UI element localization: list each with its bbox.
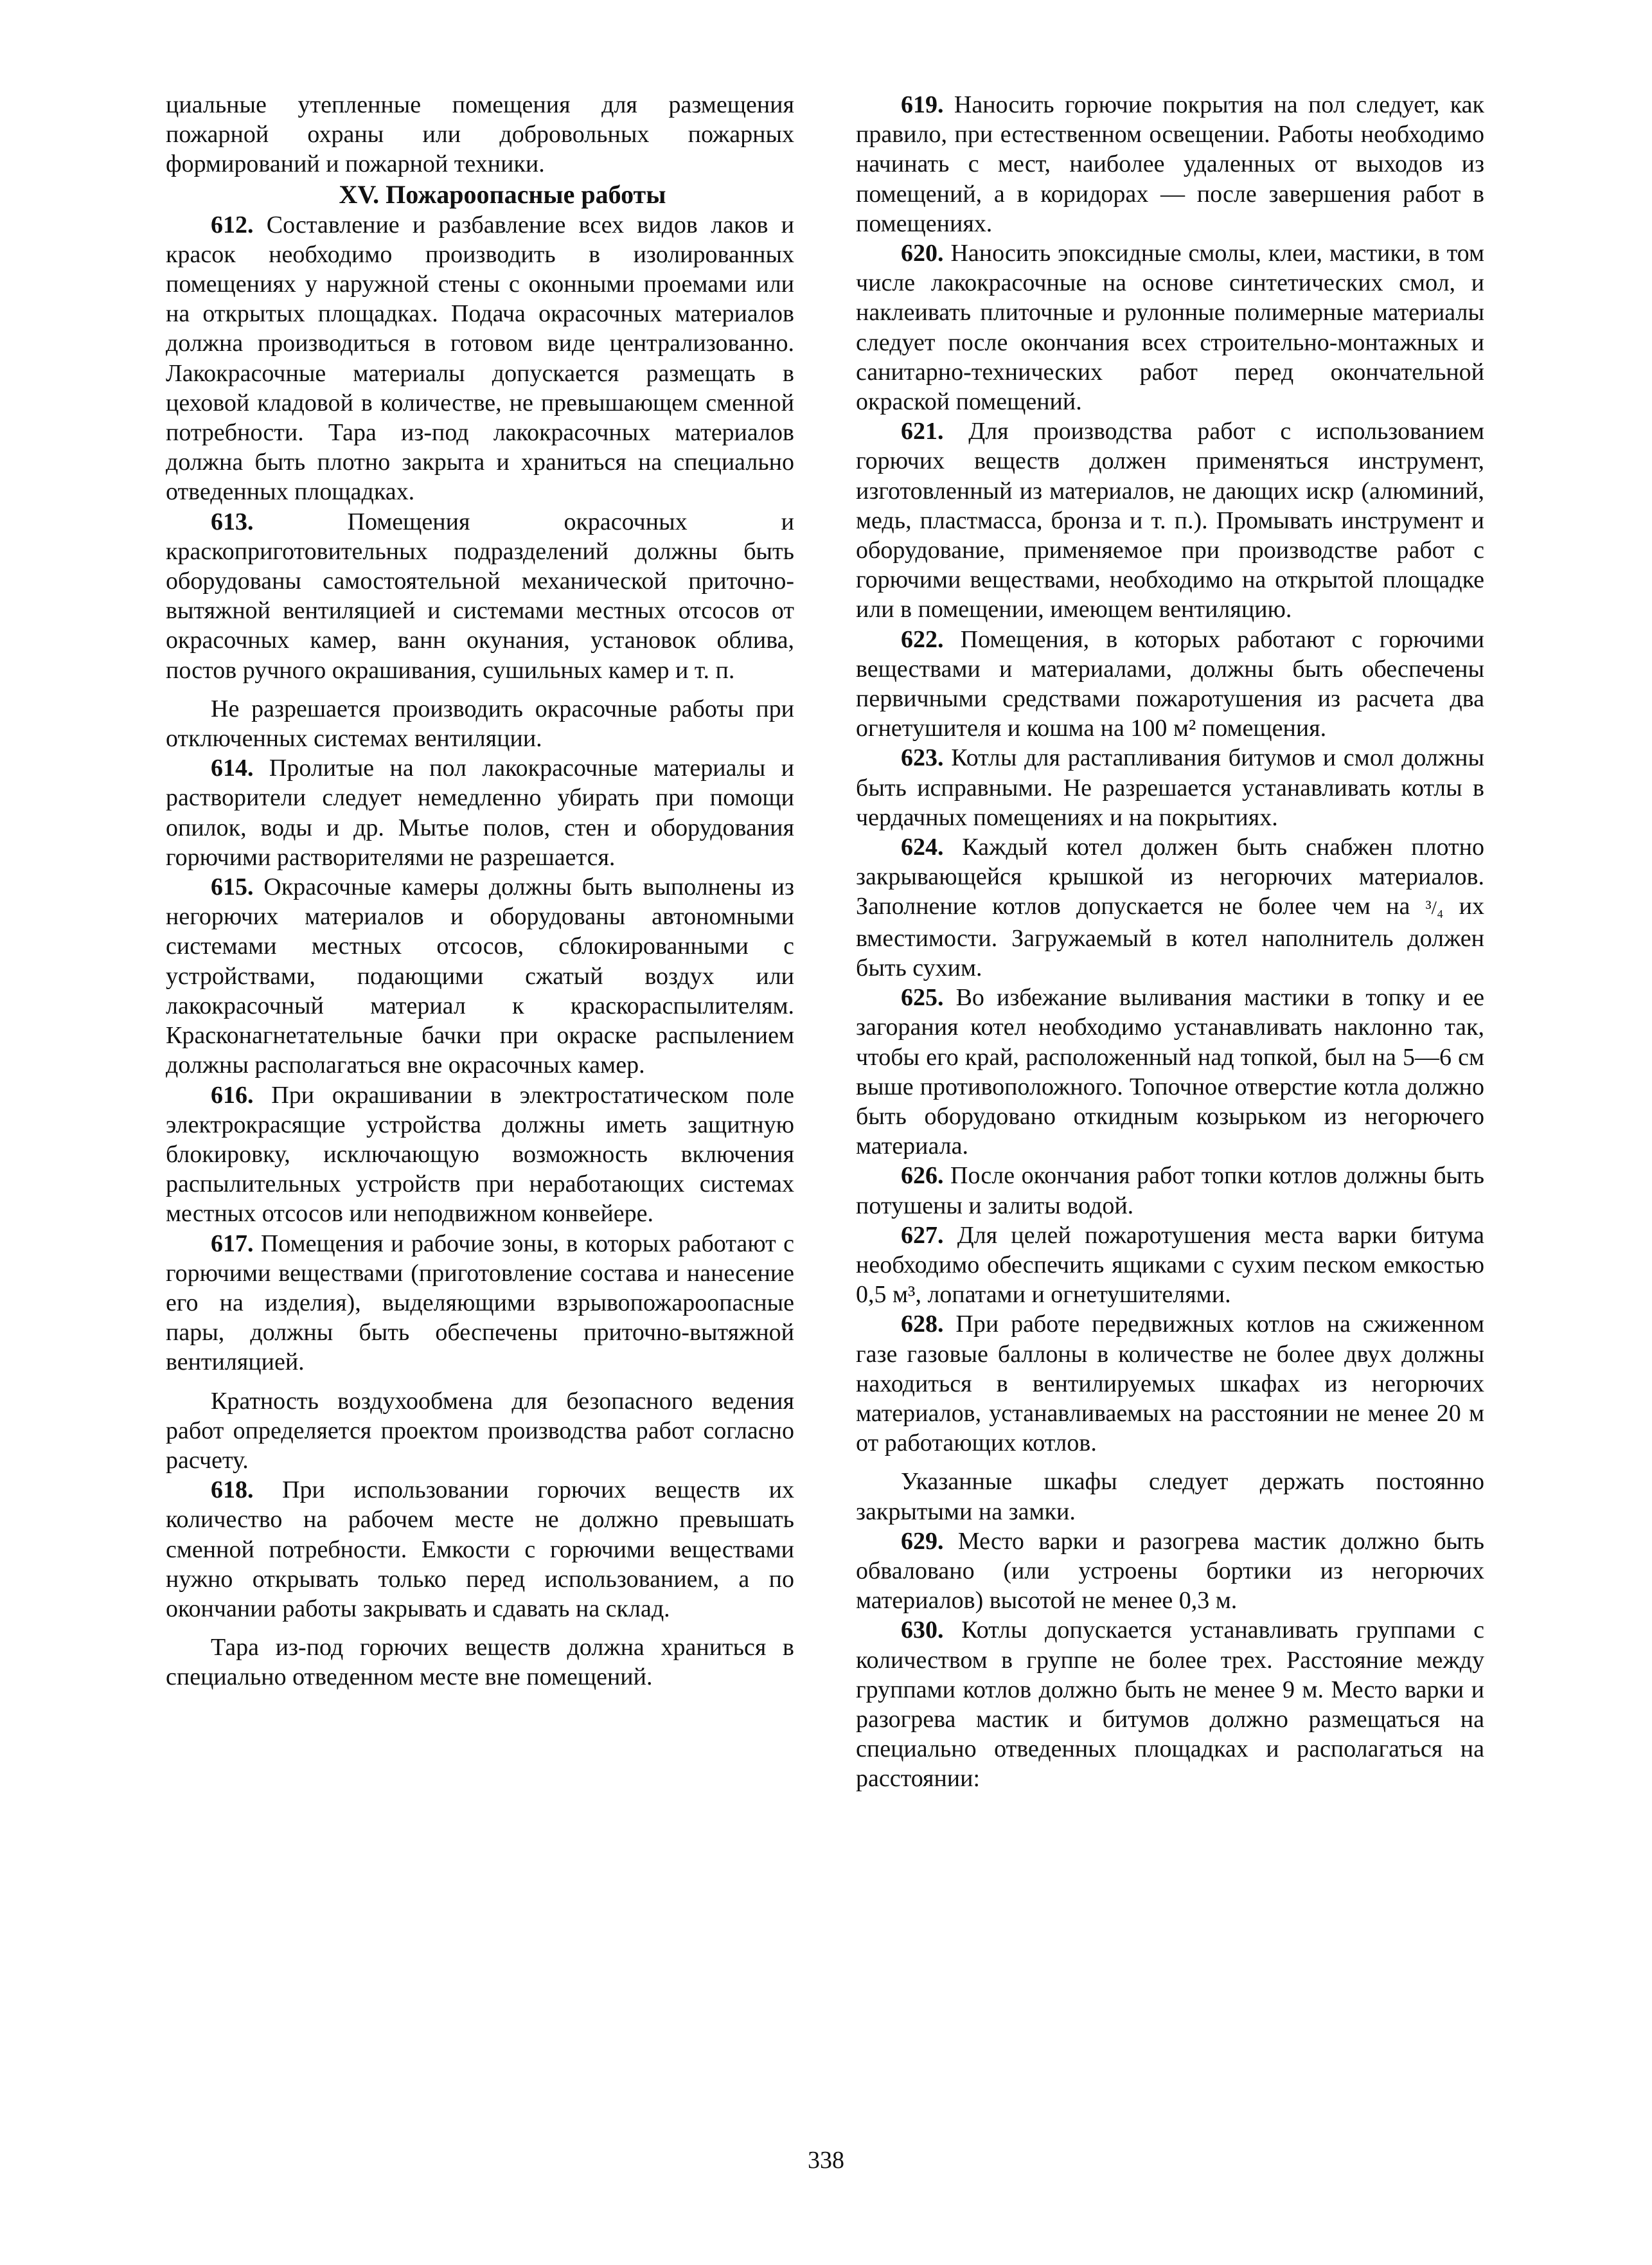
item-number: 625. bbox=[901, 984, 944, 1012]
right-column bbox=[856, 90, 1484, 1794]
item-number: 614. bbox=[211, 755, 254, 782]
item-text: Тара из-под горючих веществ должна храниться в специально отведенном месте вне помещений. bbox=[166, 1634, 794, 1691]
item-text: Наносить эпоксидные смолы, клеи, мастики, в том числе лакокрасочные на основе синтетических смол, и наклеивать плиточные и рулонные полимерные материалы следует после окончания всех строительно-монтажных и санитарно-технических работ перед окончательной окраской помещений. bbox=[856, 240, 1484, 416]
paragraph-624 bbox=[856, 832, 1484, 983]
paragraph-619 bbox=[856, 90, 1484, 238]
paragraph-628 bbox=[856, 1309, 1484, 1458]
paragraph-621 bbox=[856, 416, 1484, 624]
item-text: Наносить горючие покрытия на пол следует, как правило, при естественном освещении. Работы необходимо начинать с мест, наиболее удаленных от выходов из помещений, а в коридорах — после завершения работ в помещениях. bbox=[856, 91, 1484, 237]
paragraph-614 bbox=[166, 753, 794, 872]
paragraph-630 bbox=[856, 1615, 1484, 1793]
left-column bbox=[166, 90, 794, 1692]
paragraph-613 bbox=[166, 507, 794, 685]
fraction: ³/₄ bbox=[1425, 897, 1444, 919]
item-text: Окрасочные камеры должны быть выполнены из негорючих материалов и оборудованы автономными системами местных отсосов, сблокированными с устройствами, подающими сжатый воздух или лакокрасочный материал к краскораспылителям. Красконагнетательные бачки при окраске распылением должны располагаться вне окрасочных камер. bbox=[166, 873, 794, 1079]
paragraph-615 bbox=[166, 872, 794, 1080]
item-text: Помещения, в которых работают с горючими веществами и материалами, должны быть обеспечены первичными средствами пожаротушения из расчета два огнетушителя и кошма на 100 м² помещения. bbox=[856, 625, 1484, 742]
item-number: 630. bbox=[901, 1616, 944, 1644]
item-text: При использовании горючих веществ их количество на рабочем месте не должно превышать сменной потребности. Емкости с горючими веществами нужно открывать только перед использованием, а по окончании работы закрывать и сдавать на склад. bbox=[166, 1476, 794, 1622]
item-number: 613. bbox=[211, 508, 254, 535]
intro-paragraph: циальные утепленные помещения для размещения пожарной охраны или добровольных пожарных формирований и пожарной техники. bbox=[166, 91, 794, 178]
item-text: Помещения и рабочие зоны, в которых работают с горючими веществами (приготовление состава и нанесение его на изделия), выделяющими взрывопожароопасные пары, должны быть обеспечены приточно-вытяжной вентиляцией. bbox=[166, 1230, 794, 1376]
item-number: 628. bbox=[901, 1311, 944, 1338]
paragraph-620 bbox=[856, 238, 1484, 416]
item-text: Для производства работ с использованием горючих веществ должен применяться инструмент, изготовленный из материалов, не дающих искр (алюминий, медь, пластмасса, бронза и т. п.). Промывать инструмент и оборудование, применяемое при производстве работ с горючими веществами, необходимо на открытой площадке или в помещении, имеющем вентиляцию. bbox=[856, 418, 1484, 623]
item-text: Пролитые на пол лакокрасочные материалы и растворители следует немедленно убирать при помощи опилок, воды и др. Мытье полов, стен и оборудования горючими растворителями не разрешается. bbox=[166, 755, 794, 871]
item-number: 627. bbox=[901, 1221, 944, 1249]
paragraph-625 bbox=[856, 983, 1484, 1161]
item-text: Для целей пожаротушения места варки битума необходимо обеспечить ящиками с сухим песком емкостью 0,5 м³, лопатами и огнетушителями. bbox=[856, 1221, 1484, 1309]
paragraph-622 bbox=[856, 625, 1484, 744]
item-text: Составление и разбавление всех видов лаков и красок необходимо производить в изолированных помещениях у наружной стены с оконными проемами или на открытых площадках. Подача окрасочных материалов должна производиться в готовом виде централизованно. Лакокрасочные материалы допускается размещать в цеховой кладовой в количестве, не превышающем сменной потребности. Тара из-под лакокрасочных материалов должна быть плотно закрыта и храниться на специально отведенных площадках. bbox=[166, 211, 794, 506]
item-number: 623. bbox=[901, 744, 944, 772]
item-number: 612. bbox=[211, 211, 254, 238]
paragraph-626 bbox=[856, 1161, 1484, 1220]
item-number: 615. bbox=[211, 873, 254, 901]
item-text: Каждый котел должен быть снабжен плотно закрывающейся крышкой из негорючих материалов. Заполнение котлов допускается не более чем на bbox=[856, 834, 1484, 920]
item-text: Не разрешается производить окрасочные работы при отключенных системах вентиляции. bbox=[166, 695, 794, 753]
item-number: 616. bbox=[211, 1081, 254, 1109]
item-text: После окончания работ топки котлов должны быть потушены и залиты водой. bbox=[856, 1162, 1484, 1219]
item-number: 629. bbox=[901, 1527, 944, 1555]
paragraph-623 bbox=[856, 743, 1484, 832]
item-number: 617. bbox=[211, 1230, 254, 1257]
page-number: 338 bbox=[808, 2147, 844, 2174]
paragraph-628-note bbox=[856, 1467, 1484, 1526]
paragraph-617 bbox=[166, 1229, 794, 1377]
item-number: 626. bbox=[901, 1162, 944, 1190]
paragraph-616 bbox=[166, 1080, 794, 1229]
item-number: 622. bbox=[901, 625, 944, 653]
item-text: Во избежание выливания мастики в топку и ее загорания котел необходимо устанавливать наклонно так, чтобы его край, расположенный над топкой, был на 5—6 см выше противоположного. Топочное отверстие котла должно быть оборудовано откидным козырьком из негорючего материала. bbox=[856, 984, 1484, 1160]
paragraph-618 bbox=[166, 1475, 794, 1624]
item-number: 621. bbox=[901, 418, 944, 445]
section-title: XV. Пожароопасные работы bbox=[339, 179, 666, 209]
item-text: Помещения окрасочных и краскоприготовительных подразделений должны быть оборудованы самостоятельной механической приточно-вытяжной вентиляцией и системами местных отсосов от окрасочных камер, ванн окунания, установок облива, постов ручного окрашивания, сушильных камер и т. п. bbox=[166, 508, 794, 684]
paragraph-618-note bbox=[166, 1633, 794, 1692]
paragraph-617-note bbox=[166, 1386, 794, 1476]
paragraph-613-note bbox=[166, 694, 794, 753]
paragraph-612 bbox=[166, 210, 794, 507]
item-text: Место варки и разогрева мастик должно быть обваловано (или устроены бортики из негорючих материалов) высотой не менее 0,3 м. bbox=[856, 1527, 1484, 1615]
item-number: 624. bbox=[901, 834, 944, 861]
item-number: 620. bbox=[901, 240, 944, 267]
item-text: При окрашивании в электростатическом поле электрокрасящие устройства должны иметь защитную блокировку, исключающую возможность включения распылительных устройств при неработающих системах местных отсосов или неподвижном конвейере. bbox=[166, 1081, 794, 1228]
item-text: Кратность воздухообмена для безопасного ведения работ определяется проектом производства работ согласно расчету. bbox=[166, 1387, 794, 1474]
item-text: Котлы для растапливания битумов и смол должны быть исправными. Не разрешается устанавливать котлы в чердачных помещениях и на покрытиях. bbox=[856, 744, 1484, 831]
item-text: При работе передвижных котлов на сжиженном газе газовые баллоны в количестве не более двух должны находиться в вентилируемых шкафах из негорючих материалов, устанавливаемых на расстоянии не менее 20 м от работающих котлов. bbox=[856, 1311, 1484, 1457]
item-text: их вместимости. Загружаемый в котел наполнитель должен быть сухим. bbox=[856, 893, 1484, 981]
item-text: Котлы допускается устанавливать группами с количеством в группе не более трех. Расстояние между группами котлов должно быть не менее 9 м. Место варки и разогрева мастик и битумов должно размещаться на специально отведенных площадках и располагаться на расстоянии: bbox=[856, 1616, 1484, 1793]
item-text: Указанные шкафы следует держать постоянно закрытыми на замки. bbox=[856, 1468, 1484, 1525]
item-number: 618. bbox=[211, 1476, 254, 1504]
item-number: 619. bbox=[901, 91, 944, 118]
paragraph-627 bbox=[856, 1221, 1484, 1310]
paragraph-629 bbox=[856, 1526, 1484, 1616]
